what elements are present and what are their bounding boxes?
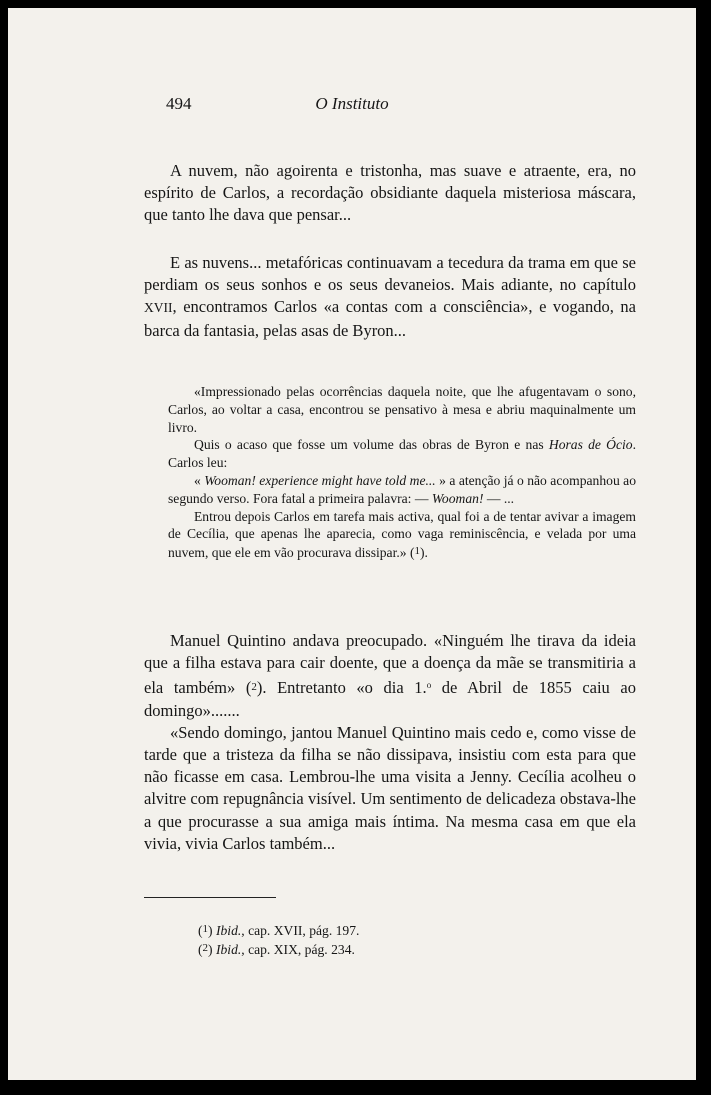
quote-paragraph-1: «Impressionado pelas ocorrências daquela noite, que lhe afugentavam o sono, Carlos, ao voltar a casa, encontrou se pensativo à mesa e abriu maquinalmente um livro. <box>168 384 636 435</box>
running-title: O Instituto <box>315 94 389 113</box>
footnote-ref-1: 1 <box>414 545 420 558</box>
footnote-2: ($^2$) Ibid., cap. XIX, pág. 234. <box>198 942 355 957</box>
paragraphs-3-4 <box>144 630 636 855</box>
byron-word: Wooman! <box>431 490 484 506</box>
byron-verse: Wooman! experience might have told me... <box>204 472 436 488</box>
ordinal-mark: o <box>426 680 432 691</box>
paragraph-3-text: Manuel Quintino andava preocupado. «Ninguém lhe tirava da ideia que a filha estava para cair doente, que a doença da mãe se transmitiria a ela também» ($^2$). Entretanto «o dia 1.$^o$ de Abril de 1855 caiu ao domingo»....... <box>144 631 636 720</box>
block-quote <box>168 383 636 562</box>
book-title: Horas de Ócio <box>548 437 633 453</box>
quote-paragraph-3: « Wooman! experience might have told me... » a atenção já o não acompanhou ao segundo verso. Fora fatal a primeira palavra: — Wooman! — ... <box>168 472 636 506</box>
quote-paragraph-4: Entrou depois Carlos em tarefa mais activa, qual foi a de tentar avivar a imagem de Cecília, que apenas lhe aparecia, como vaga reminiscência, e velada por uma nuvem, que ele em vão procurava dissipar.» ($^1$). <box>168 508 636 561</box>
paragraph-1 <box>144 160 636 227</box>
chapter-number: XVII <box>144 300 173 316</box>
paragraph-2-text: E as nuvens... metafóricas continuavam a tecedura da trama em que se perdiam os seus sonhos e os seus devaneios. Mais adiante, no capítulo XVII, encontramos Carlos «a contas com a consciência», e vogando, na barca da fantasia, pelas asas de Byron... <box>144 253 636 340</box>
page-number: 494 <box>166 94 192 113</box>
quote-paragraph-2: Quis o acaso que fosse um volume das obras de Byron e nas Horas de Ócio. Carlos leu: <box>168 437 636 471</box>
paragraph-4-text: «Sendo domingo, jantou Manuel Quintino mais cedo e, como visse de tarde que a tristeza da filha se não dissipava, insistiu com esta para que não ficasse em casa. Lembrou-lhe uma visita a Jenny. Cecília acolheu o alvitre com repugnância visível. Um sentimento de delicadeza obstava-lhe a que procurasse a sua amiga mais íntima. Na mesma casa em que ela vivia, vivia Carlos também... <box>144 722 636 853</box>
paragraph-2 <box>144 252 636 342</box>
footnote-ref-2: 2 <box>251 681 257 694</box>
paragraph-1-text: A nuvem, não agoirenta e tristonha, mas suave e atraente, era, no espírito de Carlos, a recordação obsidiante daquela misteriosa máscara, que tanto lhe dava que pensar... <box>144 161 636 225</box>
footnote-rule <box>144 897 276 898</box>
page-header <box>8 94 696 118</box>
footnote-1: ($^1$) Ibid., cap. XVII, pág. 197. <box>198 923 360 938</box>
book-page <box>8 8 696 1080</box>
